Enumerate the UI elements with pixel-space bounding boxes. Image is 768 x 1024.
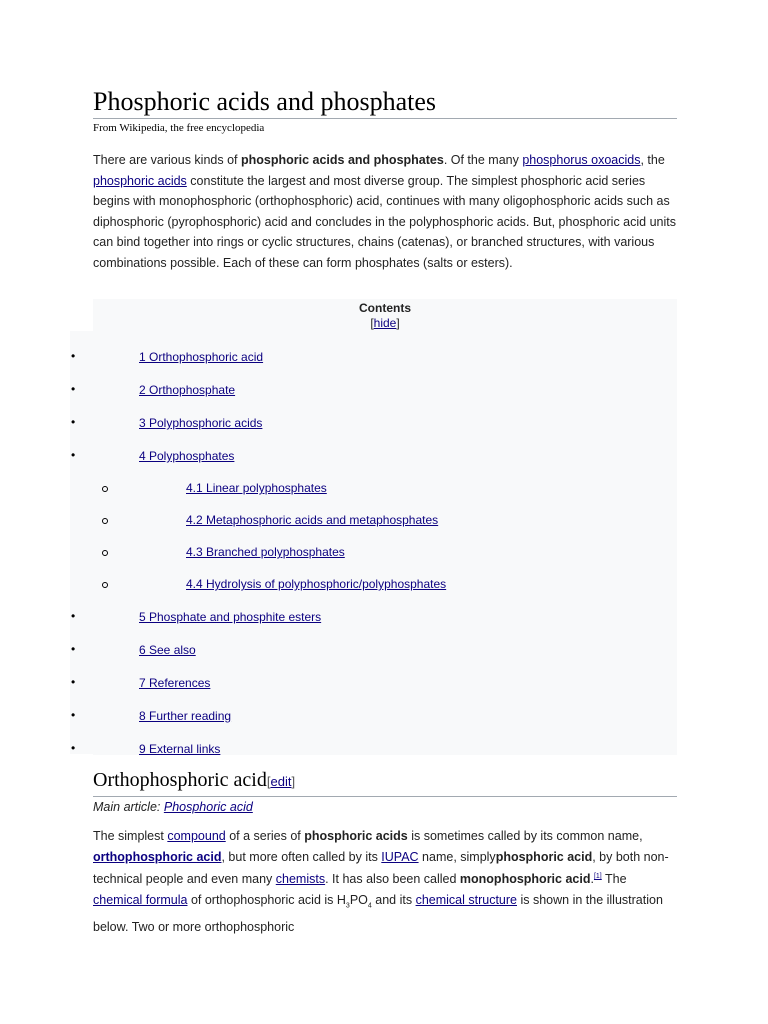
link-chemical-structure[interactable]: chemical structure [415,892,517,907]
toc-item-4[interactable]: 4 Polyphosphates [139,449,235,463]
page-title: Phosphoric acids and phosphates [93,86,677,119]
subscript: 3 [345,902,350,910]
link-chemical-formula[interactable]: chemical formula [93,892,188,907]
link-iupac[interactable]: IUPAC [381,849,419,864]
text: . It has also been called [325,872,460,887]
bullet-icon: • [71,448,76,462]
circle-bullet-icon [102,518,108,524]
link-chemists[interactable]: chemists [275,872,326,887]
hatnote-prefix: Main article: [93,800,164,814]
bracket: ] [396,316,400,330]
bracket: [ [370,316,374,330]
toc-title: Contents [359,301,411,315]
toc-item-4-2[interactable]: 4.2 Metaphosphoric acids and metaphosphates [186,513,439,527]
section-paragraph [93,826,677,937]
toc-item-1[interactable]: 1 Orthophosphoric acid [139,350,264,364]
toc-item-7[interactable]: 7 References [139,676,211,690]
bold-term: phosphoric acids [304,829,408,843]
text: , by both non-technical people and even many [93,849,669,887]
intro-paragraph [93,150,677,273]
link-phosphorus-oxoacids[interactable]: phosphorus oxoacids [522,153,641,167]
text: , the [640,153,665,167]
toc-item-9[interactable]: 9 External links [139,742,221,756]
link-orthophosphoric-acid[interactable]: orthophosphoric acid [93,849,222,864]
text: of orthophosphoric acid is H [187,892,346,907]
toc-item-4-3[interactable]: 4.3 Branched polyphosphates [186,545,345,559]
text: name, simply [418,849,496,864]
text: is sometimes called by its common name, [407,829,643,843]
text: , but more often called by its [221,849,382,864]
toc-item-3[interactable]: 3 Polyphosphoric acids [139,416,263,430]
bold-term: phosphoric acid [495,849,593,864]
text: PO [349,892,368,907]
text: is shown in the illustration below. Two or more orthophosphoric [93,892,663,934]
toc-item-6[interactable]: 6 See also [139,643,196,657]
toc-item-2[interactable]: 2 Orthophosphate [139,383,236,397]
bold-term: monophosphoric acid [459,872,591,887]
subscript: 4 [367,902,372,910]
section-edit [267,774,295,789]
section-title: Orthophosphoric acid [93,769,267,791]
bullet-icon: • [71,382,76,396]
bullet-icon: • [71,741,76,755]
bullet-icon: • [71,415,76,429]
tagline: From Wikipedia, the free encyclopedia [93,122,265,134]
article-header [93,86,677,273]
circle-bullet-icon [102,582,108,588]
link-compound[interactable]: compound [167,829,226,843]
text: of a series of [225,829,305,843]
bullet-icon: • [71,349,76,363]
toc-item-5[interactable]: 5 Phosphate and phosphite esters [139,610,322,624]
circle-bullet-icon [102,486,108,492]
bold-term: phosphoric acids and phosphates [241,153,444,167]
text: constitute the largest and most diverse group. The simplest phosphoric acid series begins with monophosphoric (orthophosphoric) acid, continues with many oligophosphoric acids such as diphosphoric (pyrophosphoric) acid and concludes in the polyphosphoric acids. But, phosphoric acid units can bind together into rings or cyclic structures, chains (catenas), or branched structures, with various combinations possible. Each of these can form phosphates (salts or esters). [93,173,676,270]
bullet-icon: • [71,642,76,656]
main-article-hatnote [93,800,253,814]
text: and its [371,892,416,907]
toc-hide-toggle [93,316,677,330]
bullet-icon: • [71,609,76,623]
bracket: ] [291,774,296,789]
text: . Of the many [443,153,523,167]
link-phosphoric-acids[interactable]: phosphoric acids [93,173,187,188]
text: . [590,872,594,887]
toc-item-4-4[interactable]: 4.4 Hydrolysis of polyphosphoric/polyphosphates [186,577,447,591]
text: The simplest [93,829,168,843]
reference-link[interactable]: [1] [593,873,602,880]
toc-item-8[interactable]: 8 Further reading [139,709,232,723]
bullet-icon: • [71,675,76,689]
circle-bullet-icon [102,550,108,556]
toc-hide-link[interactable]: hide [373,316,397,330]
toc-item-4-1[interactable]: 4.1 Linear polyphosphates [186,481,327,495]
section-heading-orthophosphoric-acid [93,766,677,797]
edit-link[interactable]: edit [270,774,292,789]
bracket: [ [266,774,271,789]
text: The [601,872,627,887]
text: There are various kinds of [93,153,241,167]
bullet-icon: • [71,708,76,722]
link-phosphoric-acid[interactable]: Phosphoric acid [163,800,253,814]
